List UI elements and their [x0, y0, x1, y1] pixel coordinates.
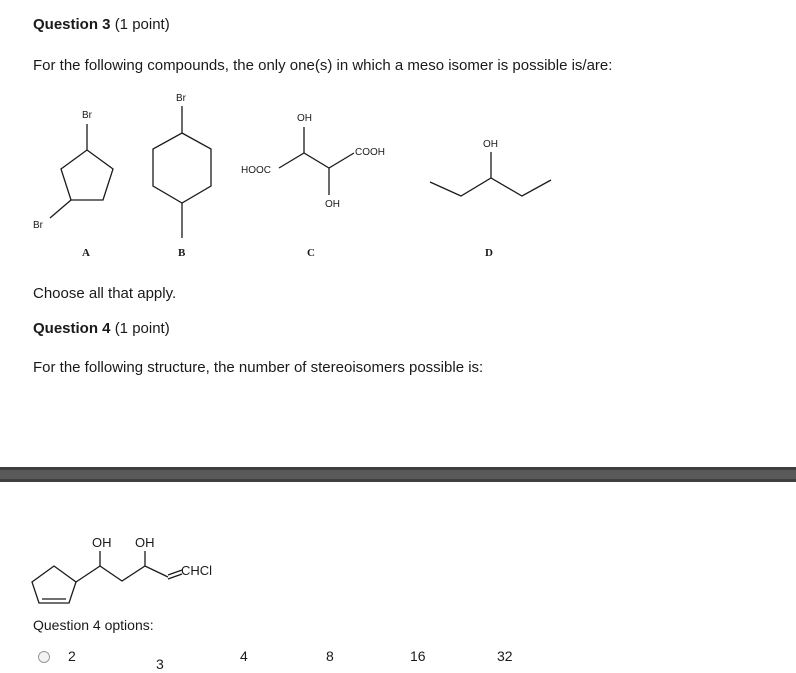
- compound-c-label: C: [307, 247, 315, 259]
- question-4-points: (1 point): [114, 320, 170, 337]
- option-16-label: 16: [410, 648, 426, 664]
- compound-c-cooh: COOH: [355, 147, 385, 158]
- compound-d-label: D: [485, 247, 493, 259]
- question-3-title: Question 3: [33, 16, 111, 33]
- option-4-label: 4: [240, 648, 248, 664]
- compound-b-br: Br: [176, 93, 186, 104]
- question-3-instruction: Choose all that apply.: [33, 285, 177, 302]
- q4-oh-left: OH: [92, 535, 112, 550]
- option-2-radio[interactable]: [38, 651, 50, 663]
- q4-oh-right: OH: [135, 535, 155, 550]
- q4-chcl: CHCl: [181, 563, 213, 578]
- compound-c-hooc: HOOC: [241, 165, 271, 176]
- question-4-prompt: For the following structure, the number of stereoisomers possible is:: [33, 359, 484, 376]
- compound-a-label: A: [82, 247, 90, 259]
- compound-c-oh-bottom: OH: [325, 199, 340, 210]
- question-4-header: [33, 320, 170, 337]
- option-2-label: 2: [68, 648, 76, 664]
- question-4-options-label: Question 4 options:: [33, 617, 154, 633]
- compound-d-oh: OH: [483, 139, 498, 150]
- question-4-title: Question 4: [33, 320, 111, 337]
- question-3-structures: [0, 0, 796, 300]
- option-3-label: 3: [156, 656, 164, 672]
- option-16[interactable]: [410, 648, 426, 664]
- section-divider: [0, 467, 796, 482]
- option-4[interactable]: [240, 648, 248, 664]
- option-8[interactable]: [326, 648, 334, 664]
- compound-c-oh-top: OH: [297, 113, 312, 124]
- question-3-prompt: For the following compounds, the only one(s) in which a meso isomer is possible is/are:: [33, 57, 613, 74]
- option-32-label: 32: [497, 648, 513, 664]
- question-3-points: (1 point): [114, 16, 170, 33]
- compound-a-br-top: Br: [82, 110, 92, 121]
- option-8-label: 8: [326, 648, 334, 664]
- compound-a-br-bottom: Br: [33, 220, 43, 231]
- compound-b-label: B: [178, 247, 186, 259]
- option-32[interactable]: [497, 648, 513, 664]
- option-3[interactable]: [156, 656, 164, 672]
